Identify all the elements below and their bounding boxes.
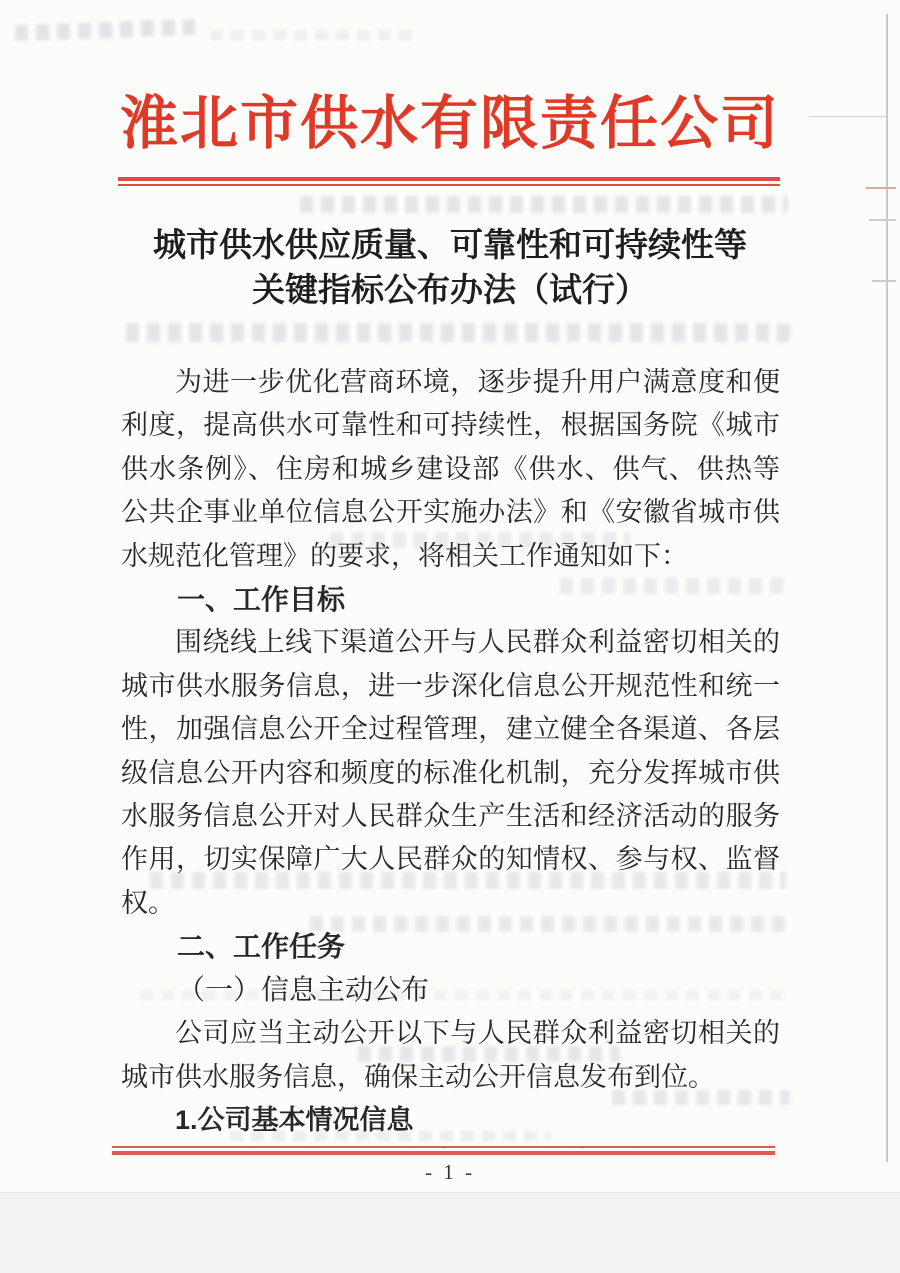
- document-title-line2: 关键指标公布办法（试行）: [252, 273, 648, 309]
- letterhead-rule: [118, 177, 780, 186]
- bleedthrough-mark: [300, 196, 788, 213]
- section-heading: 1.公司基本情况信息: [175, 1104, 414, 1135]
- section-heading: （一）信息主动公布: [177, 974, 430, 1006]
- bleedthrough-mark: [15, 19, 195, 41]
- letterhead-company-name: 淮北市供水有限责任公司: [119, 91, 780, 156]
- page-number: - 1 -: [425, 1160, 475, 1184]
- bleedthrough-mark: [126, 323, 790, 342]
- document-title: [40, 224, 860, 314]
- section-heading: 一、工作目标: [177, 584, 346, 616]
- scan-artifact-tick: [869, 219, 896, 221]
- paragraph: 为进一步优化营商环境，逐步提升用户满意度和便利度，提高供水可靠性和可持续性，根据国务院《城市供水条例》、住房和城乡建设部《供水、供气、供热等公共企事业单位信息公开实施办法》和《安徽省城市供水规范化管理》的要求，将相关工作通知如下：: [121, 367, 780, 571]
- scan-artifact-tick: [866, 187, 896, 189]
- document-body: [121, 361, 780, 1149]
- scan-artifact-tick: [872, 280, 896, 282]
- bleedthrough-mark: [210, 30, 420, 40]
- paragraph: 公司应当主动公开以下与人民群众利益密切相关的 城市供水服务信息，确保主动公开信息发布到位。: [121, 1018, 780, 1092]
- footer-rule: [112, 1146, 775, 1155]
- section-heading: 二、工作任务: [177, 931, 346, 963]
- document-title-line1: 城市供水供应质量、可靠性和可持续性等: [153, 228, 747, 264]
- paragraph: 围绕线上线下渠道公开与人民群众利益密切相关的城市供水服务信息，进一步深化信息公开规范性和统一性，加强信息公开全过程管理，建立健全各渠道、各层级信息公开内容和频度的标准化机制，充分发挥城市供水服务信息公开对人民群众生产生活和经济活动的服务作用，切实保障广大人民群众的知情权、参与权、监督权。: [121, 627, 780, 918]
- scanner-bed-area: [0, 1192, 900, 1273]
